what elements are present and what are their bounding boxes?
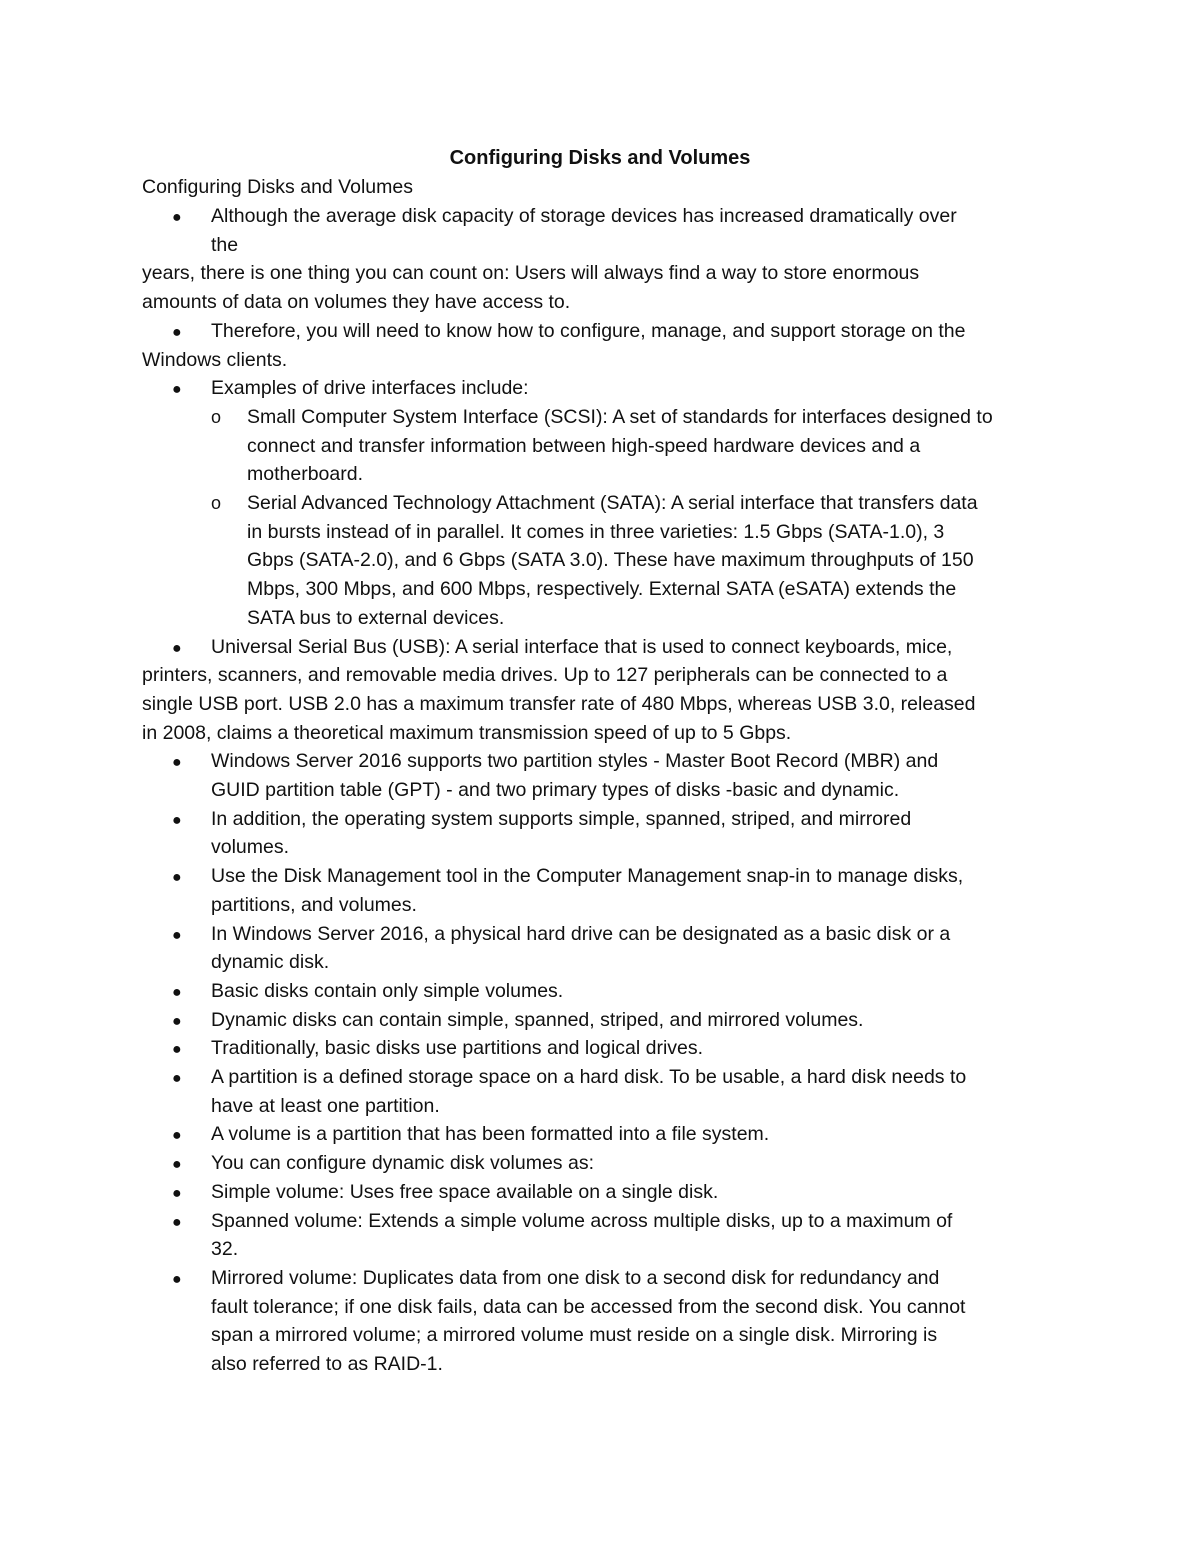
sub-bullet-marker: o [211,406,222,427]
list-item-line: Therefore, you will need to know how to configure, manage, and support storage on the [211,319,966,342]
list-item-line: Windows Server 2016 supports two partition styles - Master Boot Record (MBR) and [211,750,939,773]
paragraph-line: years, there is one thing you can count on: Users will always find a way to store enormous [142,262,920,285]
list-item-line: A partition is a defined storage space on a hard disk. To be usable, a hard disk needs to [211,1066,967,1088]
paragraph-line: amounts of data on volumes they have access to. [142,291,571,314]
list-item-line: SATA bus to external devices. [247,606,505,629]
bullet-marker: ● [172,323,182,341]
paragraph-line: single USB port. USB 2.0 has a maximum transfer rate of 480 Mbps, whereas USB 3.0, released [142,692,976,715]
bullet-marker: ● [172,1270,182,1288]
list-item-line: Dynamic disks can contain simple, spanned, striped, and mirrored volumes. [211,1008,864,1031]
list-item-line: 32. [211,1238,239,1261]
list-item-line: Serial Advanced Technology Attachment (SATA): A serial interface that transfers data [247,492,978,514]
sub-bullet-marker: o [211,493,222,513]
list-item-line: Simple volume: Uses free space available on a single disk. [211,1180,719,1203]
list-item-line: Although the average disk capacity of storage devices has increased dramatically over [211,205,957,227]
list-item-line: also referred to as RAID-1. [211,1353,443,1375]
list-item-line: the [211,233,239,256]
section-heading: Configuring Disks and Volumes [142,176,413,198]
page-title: Configuring Disks and Volumes [449,147,751,169]
bullet-marker: ● [172,926,182,944]
bullet-marker: ● [172,1156,182,1174]
list-item-line: in bursts instead of in parallel. It comes in three varieties: 1.5 Gbps (SATA-1.0), 3 [247,520,945,543]
list-item-line: fault tolerance; if one disk fails, data can be accessed from the second disk. You cannot [211,1295,966,1318]
bullet-marker: ● [172,381,182,399]
list-item-line: In Windows Server 2016, a physical hard drive can be designated as a basic disk or a [211,922,951,945]
list-item-line: have at least one partition. [211,1094,440,1117]
list-item-line: partitions, and volumes. [211,893,417,916]
list-item-line: A volume is a partition that has been formatted into a file system. [211,1123,770,1146]
list-item-line: GUID partition table (GPT) - and two primary types of disks -basic and dynamic. [211,779,900,801]
bullet-marker: ● [172,754,182,772]
bullet-marker: ● [172,209,182,226]
list-item-line: motherboard. [247,463,363,486]
bullet-marker: ● [172,811,182,829]
paragraph-line: printers, scanners, and removable media drives. Up to 127 peripherals can be connected to a [142,664,948,687]
list-item-line: Mirrored volume: Duplicates data from one disk to a second disk for redundancy and [211,1266,940,1289]
bullet-marker: ● [172,1213,182,1231]
bullet-marker: ● [172,1127,182,1145]
bullet-marker: ● [172,1070,182,1087]
bullet-marker: ● [172,869,182,887]
list-item-line: Spanned volume: Extends a simple volume across multiple disks, up to a maximum of [211,1209,953,1232]
list-item-line: volumes. [211,836,290,859]
list-item-line: Examples of drive interfaces include: [211,377,529,400]
bullet-marker: ● [172,983,182,1001]
list-item-line: Mbps, 300 Mbps, and 600 Mbps, respectively. External SATA (eSATA) extends the [247,578,957,601]
list-item-line: In addition, the operating system supports simple, spanned, striped, and mirrored [211,807,912,830]
bullet-marker: ● [172,1184,182,1202]
list-item-line: connect and transfer information between high-speed hardware devices and a [247,434,921,457]
list-item-line: Universal Serial Bus (USB): A serial interface that is used to connect keyboards, mice, [211,635,953,658]
list-item-line: dynamic disk. [211,951,330,974]
list-item-line: Traditionally, basic disks use partitions and logical drives. [211,1037,704,1060]
bullet-marker: ● [172,639,182,657]
list-item-line: Small Computer System Interface (SCSI): A set of standards for interfaces designed to [247,405,993,428]
list-item-line: Gbps (SATA-2.0), and 6 Gbps (SATA 3.0). These have maximum throughputs of 150 [247,549,974,572]
list-item-line: Basic disks contain only simple volumes. [211,979,564,1002]
paragraph-line: in 2008, claims a theoretical maximum transmission speed of up to 5 Gbps. [142,721,792,744]
bullet-marker: ● [172,1012,182,1030]
list-item-line: Use the Disk Management tool in the Computer Management snap-in to manage disks, [211,865,964,888]
bullet-marker: ● [172,1041,182,1059]
paragraph-line: Windows clients. [142,348,288,371]
list-item-line: span a mirrored volume; a mirrored volume must reside on a single disk. Mirroring is [211,1324,938,1347]
list-item-line: You can configure dynamic disk volumes as: [211,1152,594,1175]
